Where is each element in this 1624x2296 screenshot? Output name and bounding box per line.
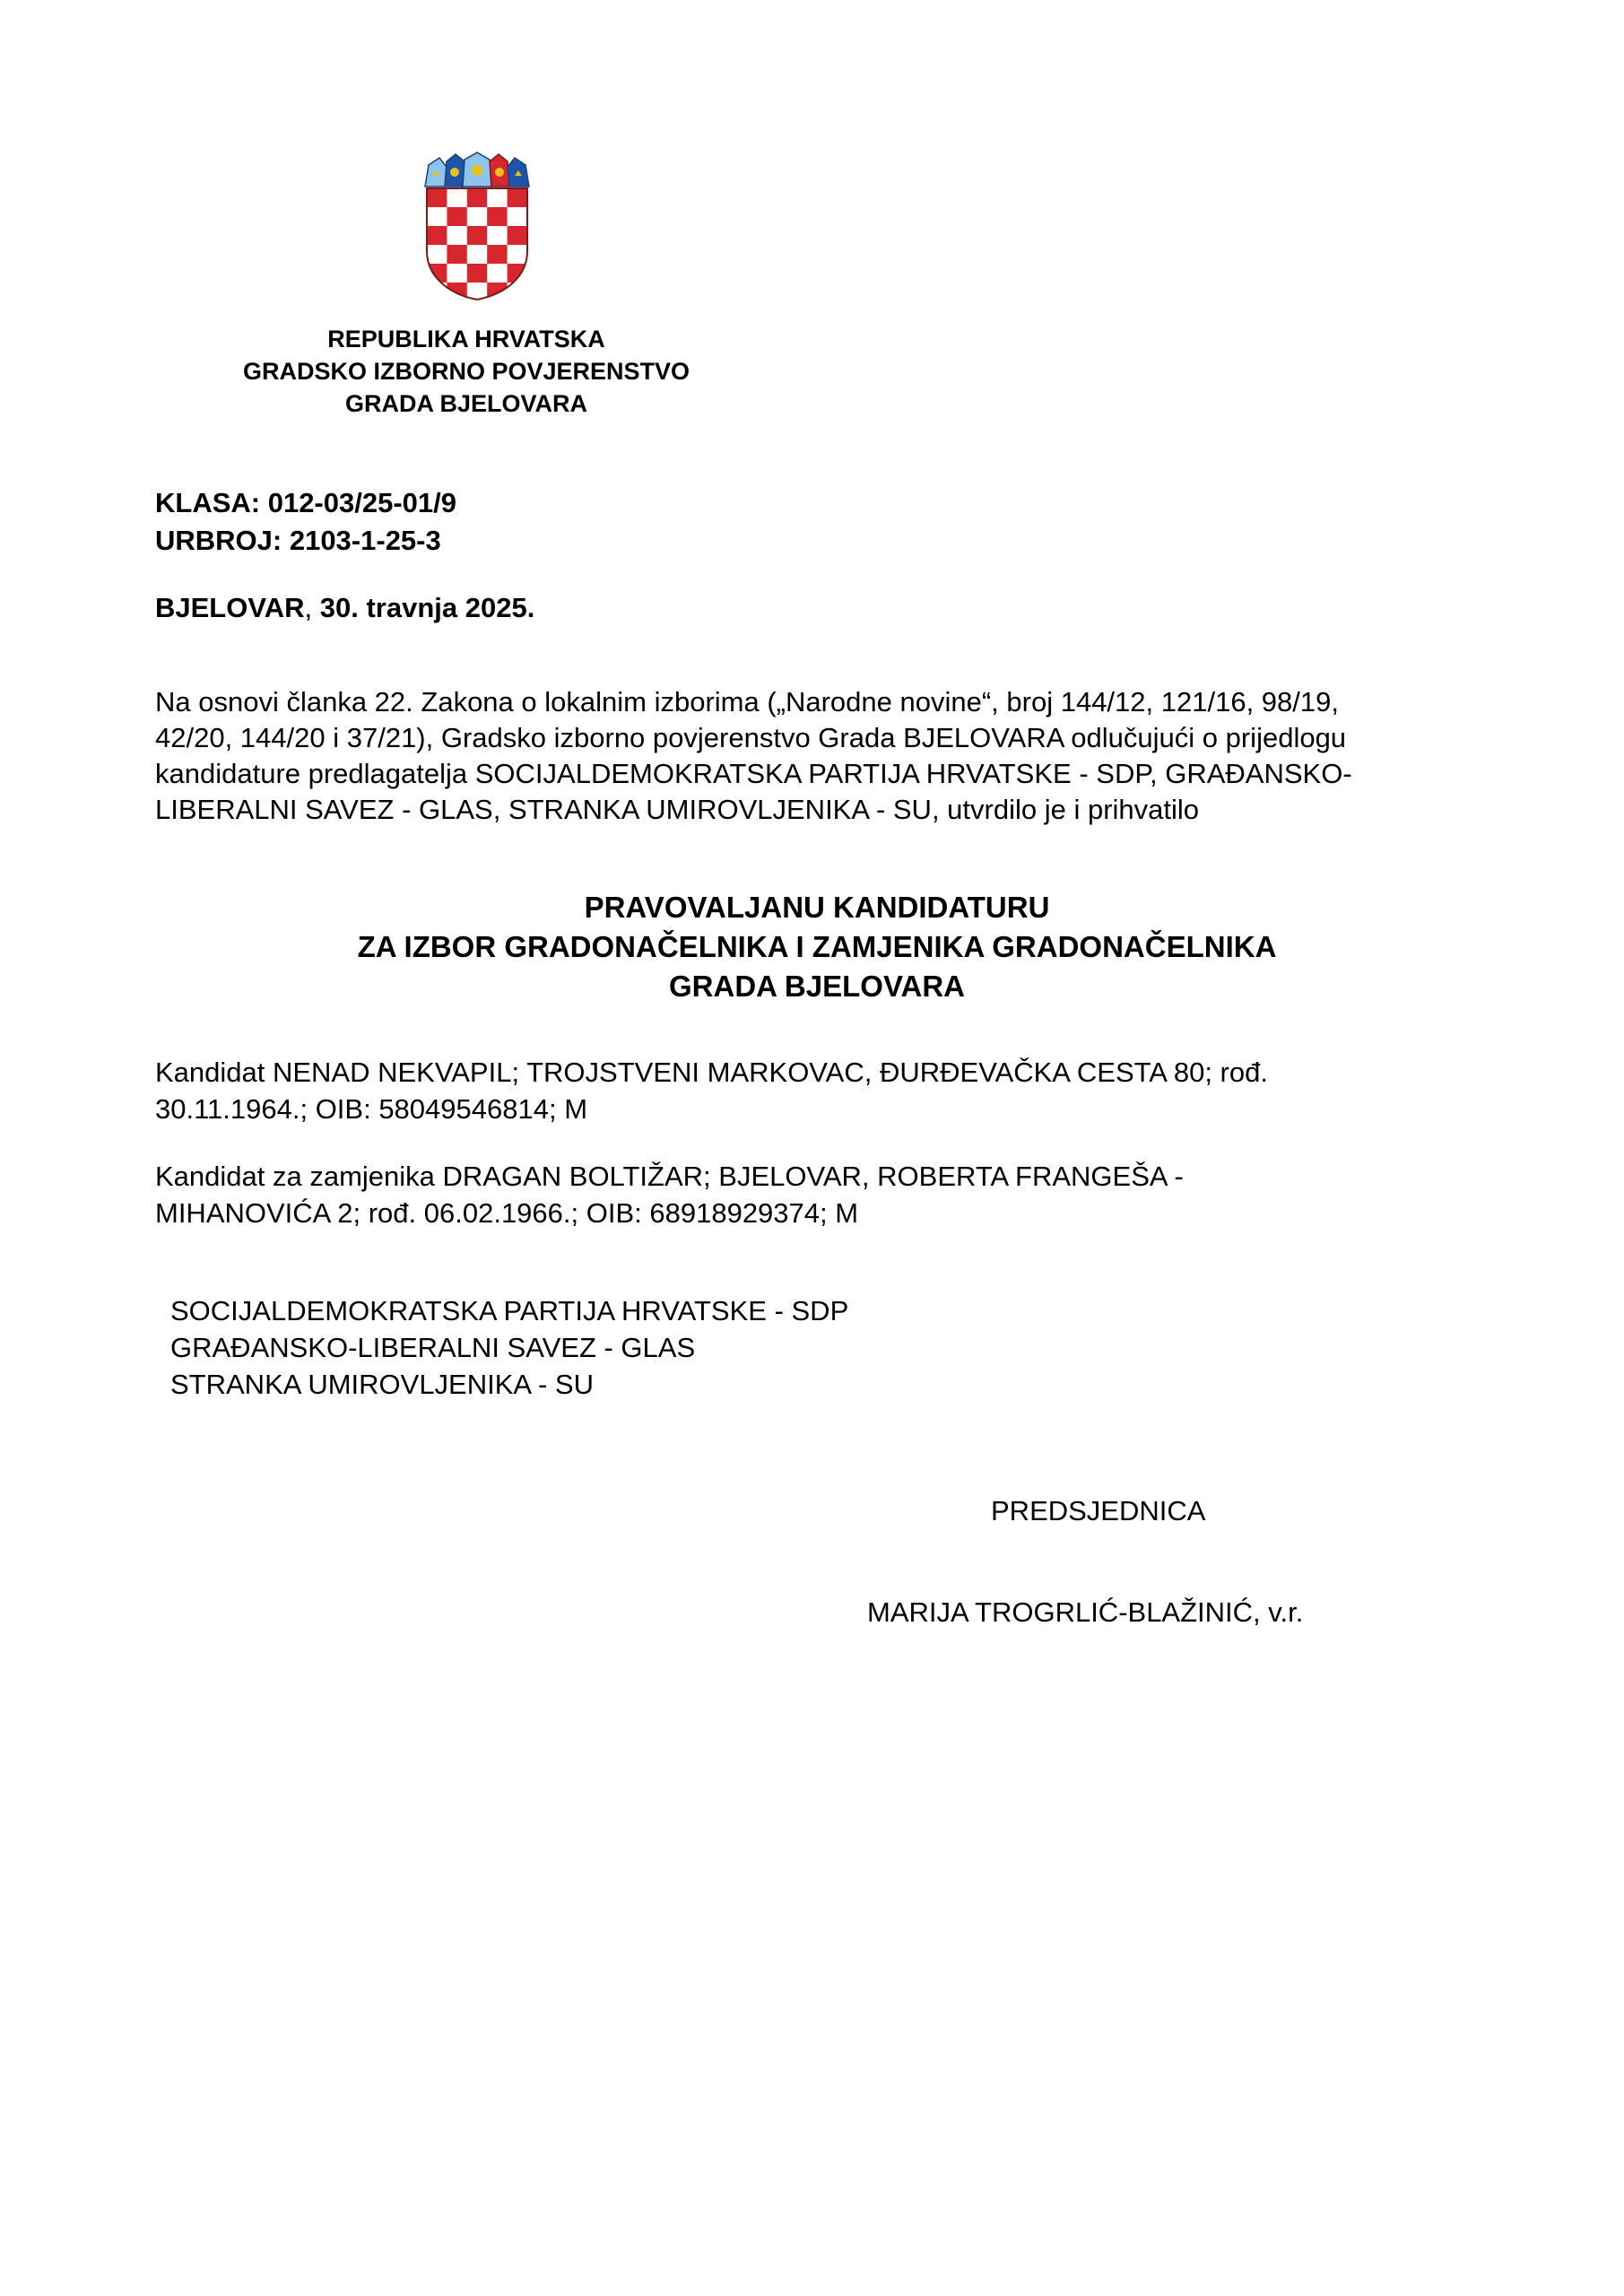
party-item: SOCIJALDEMOKRATSKA PARTIJA HRVATSKE - SDP — [170, 1295, 849, 1326]
crown — [425, 152, 529, 187]
intro-line: kandidature predlagatelja SOCIJALDEMOKRATSKA PARTIJA HRVATSKE - SDP, GRAĐANSKO- — [155, 758, 1352, 789]
intro-line: 42/20, 144/20 i 37/21), Gradsko izborno povjerenstvo Grada BJELOVARA odlučujući o prijedlogu — [155, 722, 1347, 753]
proposer-parties — [170, 1292, 848, 1403]
party-item: STRANKA UMIROVLJENIKA - SU — [170, 1369, 594, 1400]
checker-square — [508, 226, 527, 245]
urbroj: URBROJ: 2103-1-25-3 — [155, 525, 441, 556]
date-separator: , — [304, 592, 313, 623]
checker-square — [487, 207, 507, 226]
checker-square — [467, 226, 487, 245]
party-item: GRAĐANSKO-LIBERALNI SAVEZ - GLAS — [170, 1332, 696, 1363]
reference-numbers — [155, 484, 456, 560]
intro-line: LIBERALNI SAVEZ - GLAS, STRANKA UMIROVLJENIKA - SU, utvrdilo je i prihvatilo — [155, 794, 1200, 825]
coat-of-arms-icon — [420, 151, 534, 303]
checker-square — [447, 283, 466, 301]
title-line-1: PRAVOVALJANU KANDIDATURU — [584, 891, 1050, 924]
checker-square — [467, 264, 487, 283]
header-line-3: GRADA BJELOVARA — [344, 390, 587, 417]
klasa: KLASA: 012-03/25-01/9 — [155, 487, 456, 518]
signatory-role: PREDSJEDNICA — [991, 1495, 1206, 1526]
title-line-2: ZA IZBOR GRADONAČELNIKA I ZAMJENIKA GRADONAČELNIKA — [357, 930, 1277, 963]
deputy-line-1: Kandidat za zamjenika DRAGAN BOLTIŽAR; BJELOVAR, ROBERTA FRANGEŠA - — [155, 1161, 1184, 1192]
decision-title — [155, 888, 1479, 1006]
date-value: 30. travnja 2025. — [312, 592, 535, 623]
title-line-3: GRADA BJELOVARA — [668, 970, 966, 1003]
signatory-name: MARIJA TROGRLIĆ-BLAŽINIĆ, v.r. — [867, 1596, 1304, 1628]
date-place: BJELOVAR — [155, 592, 305, 623]
checker-square — [427, 188, 447, 207]
checker-square — [467, 188, 487, 207]
place-date — [155, 590, 534, 626]
header-line-1: REPUBLIKA HRVATSKA — [327, 326, 605, 352]
checker-square — [447, 245, 466, 264]
candidate-line-2: 30.11.1964.; OIB: 58049546814; M — [155, 1093, 588, 1125]
issuer-header — [179, 323, 753, 420]
intro-line: Na osnovi članka 22. Zakona o lokalnim izborima („Narodne novine“, broj 144/12, 121/16, 98/19, — [155, 686, 1339, 718]
header-line-2: GRADSKO IZBORNO POVJERENSTVO — [242, 358, 690, 385]
intro-paragraph — [155, 684, 1479, 828]
checker-square — [487, 283, 507, 301]
checker-square — [427, 226, 447, 245]
candidate-line-1: Kandidat NENAD NEKVAPIL; TROJSTVENI MARKOVAC, ĐURĐEVAČKA CESTA 80; rođ. — [155, 1057, 1268, 1088]
candidate-deputy — [155, 1158, 1411, 1231]
deputy-line-2: MIHANOVIĆA 2; rođ. 06.02.1966.; OIB: 68918929374; M — [155, 1197, 859, 1229]
candidate-mayor — [155, 1054, 1411, 1127]
checker-square — [508, 188, 527, 207]
checker-square — [447, 207, 466, 226]
checker-square — [487, 245, 507, 264]
